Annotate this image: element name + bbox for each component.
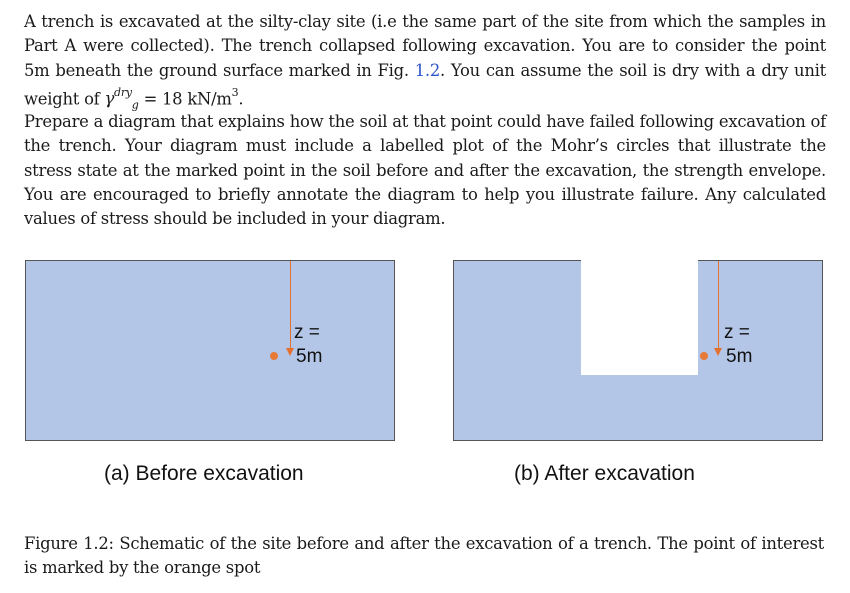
unit-weight-end: . [238, 89, 244, 109]
subcaption-after: (b) After excavation [514, 462, 695, 485]
soil-before-excavation [25, 260, 395, 441]
problem-text-1: A trench is excavated at the silty-clay site (i.e the same part of the site from which the samples in Part A were collected). The trench collapsed following excavation. You are to consider the point 5m beneath the ground surface marked in Fig. [24, 12, 826, 80]
subcaption-before: (a) Before excavation [104, 462, 304, 485]
gamma-symbol: γ [104, 89, 115, 109]
figure-reference-link[interactable]: 1.2 [414, 60, 441, 80]
depth-label-line2: 5m [726, 346, 753, 367]
unit-weight-formula [104, 85, 139, 112]
point-of-interest-dot [700, 352, 708, 360]
depth-label-line1: z = [724, 322, 750, 343]
problem-text-1b: . You can assume the soil is dry with a dry unit weight of [24, 60, 827, 109]
problem-paragraph-2: Prepare a diagram that explains how the soil at that point could have failed following excavation of the trench. Your diagram must include a labelled plot of the Mohr’s circles that illustrate the stress state at the marked point in the soil before and after the excavation, the strength envelope. You are encouraged to briefly annotate the diagram to help you illustrate failure. Any calculated values of stress should be included in your diagram. [24, 112, 826, 229]
depth-arrow-line [718, 261, 719, 349]
depth-arrow-head [286, 348, 294, 356]
soil-after-excavation [453, 260, 823, 441]
figure-caption: Figure 1.2: Schematic of the site before and after the excavation of a trench. The point of interest is marked by the orange spot [24, 534, 824, 577]
excavated-trench [581, 259, 698, 375]
gamma-superscript: dry [114, 85, 132, 99]
depth-arrow-line [290, 261, 291, 349]
unit-superscript: 3 [231, 85, 239, 99]
gamma-subscript: g [131, 98, 139, 112]
point-of-interest-dot [270, 352, 278, 360]
depth-arrow-head [714, 348, 722, 356]
depth-label-line1: z = [294, 322, 320, 343]
unit-weight-value: = 18 kN/m [143, 89, 232, 109]
depth-label-line2: 5m [296, 346, 323, 367]
problem-paragraph-1 [24, 10, 826, 118]
